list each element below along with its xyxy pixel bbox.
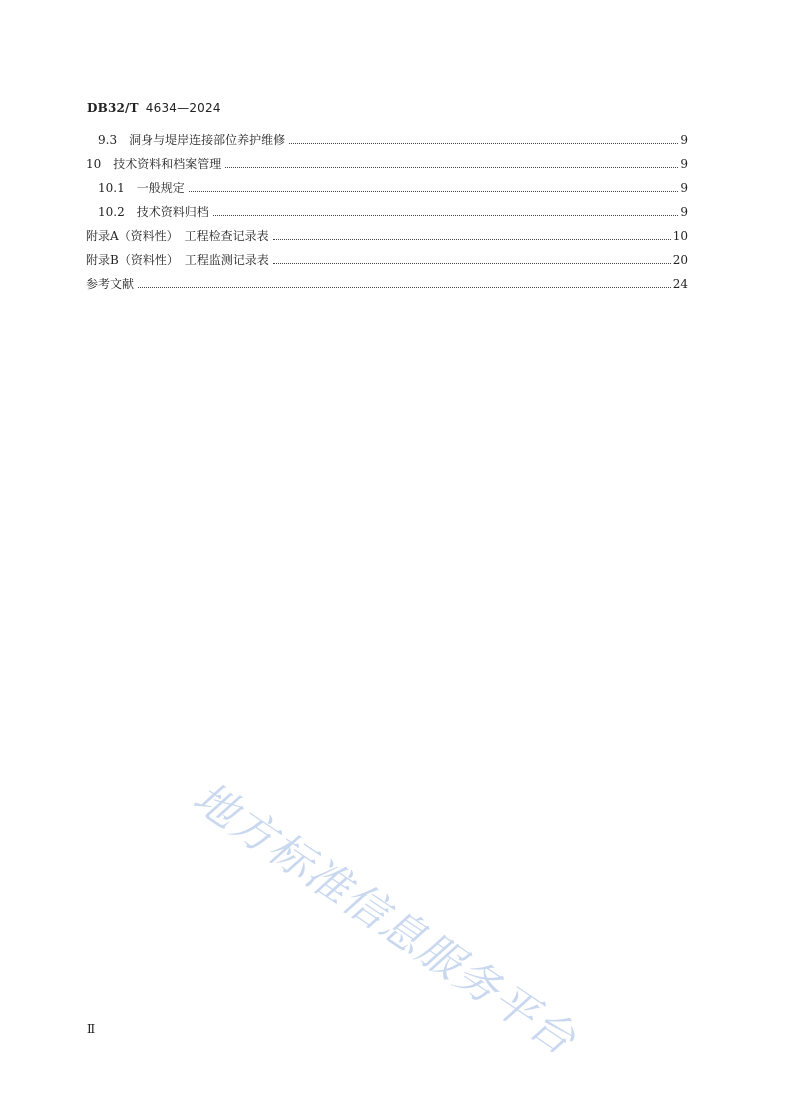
toc-entry-page: 9 [680, 205, 688, 219]
standard-number: 4634—2024 [145, 101, 221, 115]
table-of-contents [86, 128, 688, 296]
toc-entry-page: 9 [680, 157, 688, 171]
toc-entry-page: 9 [680, 133, 688, 147]
toc-dot-leader [289, 140, 678, 144]
toc-entry-appendix-a[interactable] [86, 224, 688, 248]
toc-dot-leader [273, 260, 671, 264]
toc-entry-page: 10 [672, 229, 688, 243]
toc-entry-9-3[interactable] [86, 128, 688, 152]
toc-dot-leader [213, 212, 679, 216]
toc-entry-10-2[interactable] [86, 200, 688, 224]
toc-entry-references[interactable] [86, 272, 688, 296]
toc-entry-label: 附录B（资料性） 工程监测记录表 [86, 253, 269, 267]
toc-entry-label: 9.3 洞身与堤岸连接部位养护维修 [98, 133, 286, 147]
toc-entry-page: 9 [680, 181, 688, 195]
toc-entry-10-1[interactable] [86, 176, 688, 200]
toc-entry-10[interactable] [86, 152, 688, 176]
toc-entry-label: 参考文献 [86, 277, 135, 291]
toc-dot-leader [189, 188, 679, 192]
toc-entry-label: 10.2 技术资料归档 [98, 205, 209, 219]
toc-dot-leader [225, 164, 678, 168]
toc-entry-page: 24 [672, 277, 688, 291]
watermark-text: 地方标准信息服务平台 [184, 772, 586, 1066]
toc-entry-page: 20 [672, 253, 688, 267]
toc-entry-label: 10.1 一般规定 [98, 181, 185, 195]
toc-dot-leader [273, 236, 671, 240]
toc-entry-appendix-b[interactable] [86, 248, 688, 272]
standard-code: DB32/T [87, 101, 139, 115]
toc-entry-label: 10 技术资料和档案管理 [86, 157, 222, 171]
document-header [87, 101, 221, 115]
page-number: Ⅱ [87, 1022, 96, 1036]
toc-dot-leader [138, 284, 671, 288]
toc-entry-label: 附录A（资料性） 工程检查记录表 [86, 229, 269, 243]
